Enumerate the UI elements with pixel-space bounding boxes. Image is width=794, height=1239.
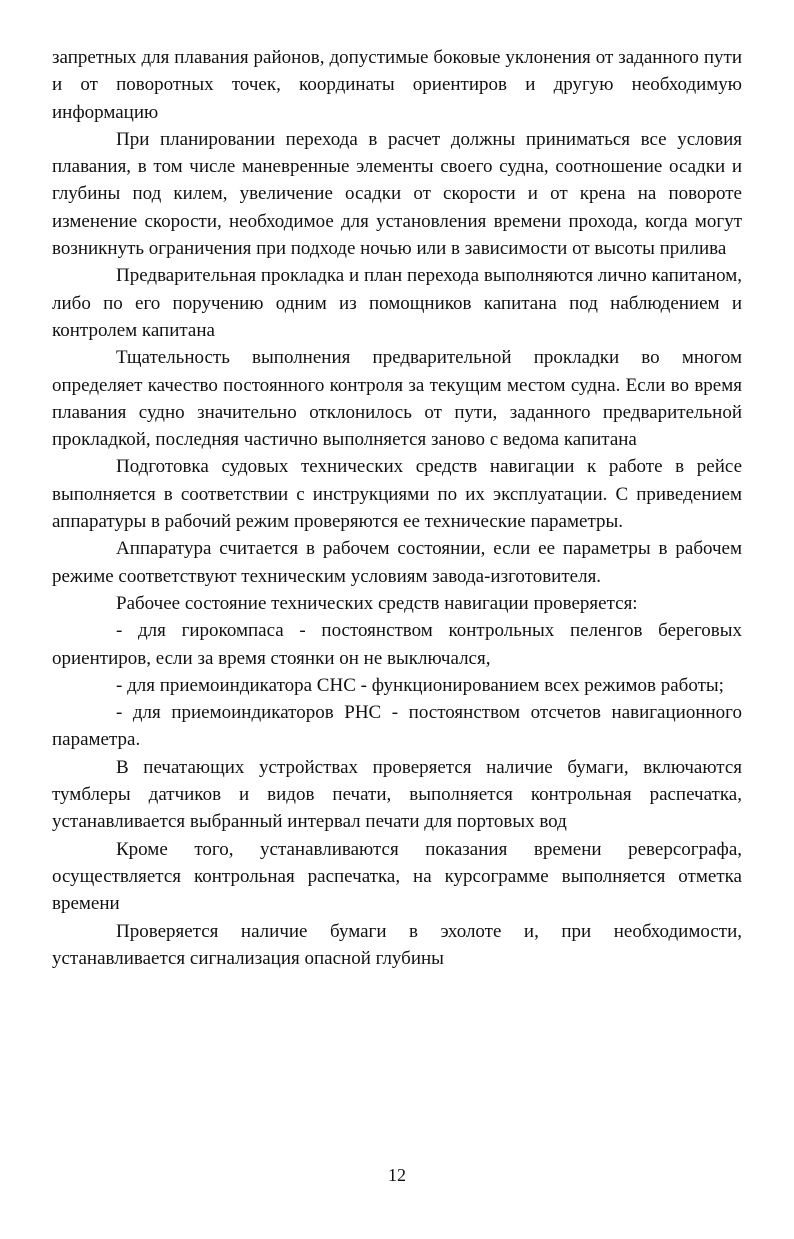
- page-number: 12: [388, 1165, 406, 1185]
- paragraph-5: Подготовка судовых технических средств навигации к работе в рейсе выполняется в соответствии с инструкциями по их эксплуатации. С приведением аппаратуры в рабочий режим проверяются ее технические параметры.: [52, 456, 742, 533]
- paragraph-reversograph: Кроме того, устанавливаются показания времени реверсографа, осуществляется контрольная распечатка, на курсограмме выполняется отметка времени: [52, 838, 742, 915]
- paragraph-7: Рабочее состояние технических средств навигации проверяется:: [116, 592, 638, 614]
- list-item-gyrocompass: - для гирокомпаса - постоянством контрольных пеленгов береговых ориентиров, если за время стоянки он не выключался,: [52, 620, 742, 669]
- paragraph-2: При планировании перехода в расчет должны приниматься все условия плавания, в том числе маневренные элементы своего судна, соотношение осадки и глубины под килем, увеличение осадки от скорости и от крена на повороте изменение скорости, необходимое для установления времени прохода, когда могут возникнуть ограничения при подходе ночью или в зависимости от высоты прилива: [52, 128, 742, 260]
- paragraph-4: Тщательность выполнения предварительной прокладки во многом определяет качество постоянного контроля за текущим местом судна. Если во время плавания судно значительно отклонилось от пути, заданного предварительной прокладкой, последняя частично выполняется заново с ведома капитана: [52, 347, 742, 451]
- paragraph-3: Предварительная прокладка и план перехода выполняются лично капитаном, либо по его поручению одним из помощников капитана под наблюдением и контролем капитана: [52, 265, 742, 341]
- page-body: [52, 44, 742, 972]
- list-item-rns-receivers: - для приемоиндикаторов РНС - постоянством отсчетов навигационного параметра.: [52, 702, 742, 751]
- paragraph-1: запретных для плавания районов, допустимые боковые уклонения от заданного пути и от поворотных точек, координаты ориентиров и другую необходимую информацию: [52, 47, 742, 123]
- paragraph-echosounder: Проверяется наличие бумаги в эхолоте и, при необходимости, устанавливается сигнализация опасной глубины: [52, 920, 742, 969]
- list-item-sns-receiver: - для приемоиндикатора СНС - функционированием всех режимов работы;: [116, 674, 724, 696]
- paragraph-printers: В печатающих устройствах проверяется наличие бумаги, включаются тумблеры датчиков и видов печати, выполняется контрольная распечатка, устанавливается выбранный интервал печати для портовых вод: [52, 756, 742, 833]
- paragraph-6: Аппаратура считается в рабочем состоянии, если ее параметры в рабочем режиме соответствуют техническим условиям завода-изготовителя.: [52, 538, 742, 587]
